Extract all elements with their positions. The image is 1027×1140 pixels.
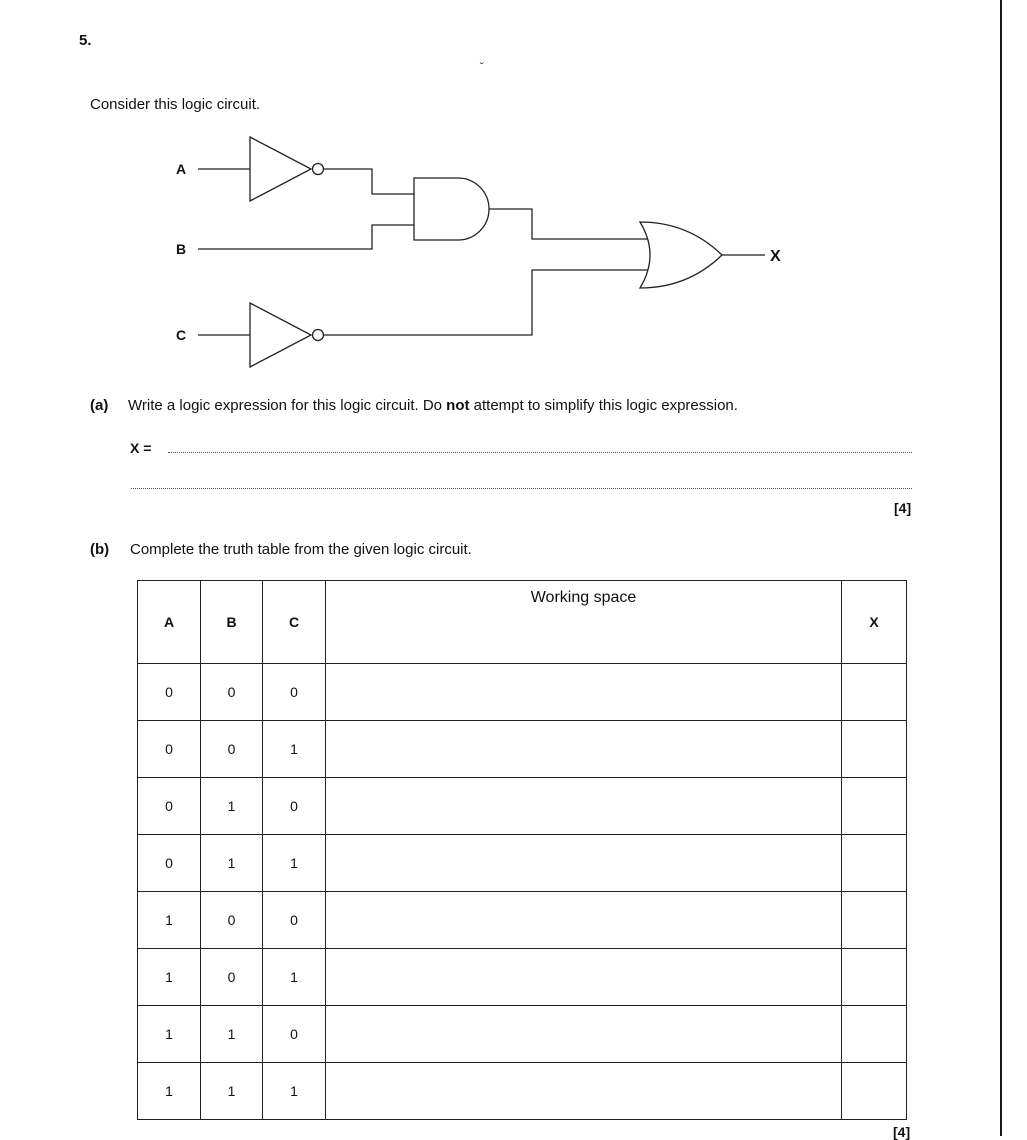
input-a-label: A <box>176 161 187 177</box>
part-b-instruction: Complete the truth table from the given logic circuit. <box>130 541 472 558</box>
cell-c: 0 <box>263 778 326 835</box>
answer-line-1[interactable] <box>168 452 912 453</box>
cell-working-space[interactable] <box>326 892 842 949</box>
part-a-marks: [4] <box>894 500 912 516</box>
cell-c: 0 <box>263 892 326 949</box>
cell-c: 0 <box>263 664 326 721</box>
cell-working-space[interactable] <box>326 721 842 778</box>
table-row <box>138 835 907 892</box>
cell-working-space[interactable] <box>326 778 842 835</box>
cell-a: 1 <box>138 892 201 949</box>
not-gate-c-bubble <box>313 330 324 341</box>
answer-line-2[interactable] <box>131 488 912 489</box>
cell-x[interactable] <box>842 1063 907 1120</box>
table-row <box>138 949 907 1006</box>
cell-x[interactable] <box>842 721 907 778</box>
input-b-label: B <box>176 241 187 257</box>
cell-working-space[interactable] <box>326 835 842 892</box>
cell-a: 0 <box>138 721 201 778</box>
wire-b-to-and <box>198 225 414 249</box>
header-working-space: Working space <box>326 581 842 664</box>
stray-mark: ˘ <box>480 60 484 74</box>
header-b: B <box>201 581 263 664</box>
table-row <box>138 892 907 949</box>
part-b-label: (b) <box>90 541 110 558</box>
cell-b: 1 <box>201 1006 263 1063</box>
cell-c: 1 <box>263 721 326 778</box>
cell-x[interactable] <box>842 835 907 892</box>
cell-a: 1 <box>138 949 201 1006</box>
and-gate <box>414 178 489 240</box>
cell-x[interactable] <box>842 1006 907 1063</box>
cell-b: 0 <box>201 949 263 1006</box>
input-c-label: C <box>176 327 187 343</box>
cell-a: 1 <box>138 1063 201 1120</box>
part-a-instruction <box>128 397 738 414</box>
cell-a: 0 <box>138 835 201 892</box>
truth-table <box>137 580 907 1120</box>
part-a-text-before: Write a logic expression for this logic circuit. Do <box>128 397 447 414</box>
table-row <box>138 1006 907 1063</box>
cell-c: 0 <box>263 1006 326 1063</box>
table-row <box>138 721 907 778</box>
cell-b: 0 <box>201 892 263 949</box>
cell-b: 0 <box>201 721 263 778</box>
logic-circuit-diagram <box>0 0 1027 400</box>
header-x: X <box>842 581 907 664</box>
cell-x[interactable] <box>842 664 907 721</box>
cell-a: 0 <box>138 664 201 721</box>
cell-a: 0 <box>138 778 201 835</box>
cell-b: 1 <box>201 835 263 892</box>
wire-not-a-to-and <box>324 169 414 194</box>
question-intro: Consider this logic circuit. <box>90 96 261 113</box>
cell-working-space[interactable] <box>326 1063 842 1120</box>
header-c: C <box>263 581 326 664</box>
question-number: 5. <box>79 32 92 49</box>
cell-b: 1 <box>201 1063 263 1120</box>
cell-x[interactable] <box>842 892 907 949</box>
part-a-label: (a) <box>90 397 109 414</box>
answer-prefix: X = <box>130 440 152 456</box>
cell-working-space[interactable] <box>326 949 842 1006</box>
cell-x[interactable] <box>842 949 907 1006</box>
cell-c: 1 <box>263 1063 326 1120</box>
truth-table-header-row <box>138 581 907 664</box>
not-gate-a <box>250 137 311 201</box>
wire-and-to-or <box>489 209 653 239</box>
not-gate-a-bubble <box>313 164 324 175</box>
part-b-marks: [4] <box>893 1124 911 1140</box>
header-a: A <box>138 581 201 664</box>
not-gate-c <box>250 303 311 367</box>
cell-a: 1 <box>138 1006 201 1063</box>
cell-x[interactable] <box>842 778 907 835</box>
table-row <box>138 778 907 835</box>
cell-c: 1 <box>263 835 326 892</box>
table-row <box>138 1063 907 1120</box>
cell-c: 1 <box>263 949 326 1006</box>
cell-working-space[interactable] <box>326 1006 842 1063</box>
table-row <box>138 664 907 721</box>
part-a-text-after: attempt to simplify this logic expression. <box>469 397 738 414</box>
cell-working-space[interactable] <box>326 664 842 721</box>
output-x-label: X <box>770 248 781 265</box>
cell-b: 0 <box>201 664 263 721</box>
or-gate <box>640 222 722 288</box>
part-a-text-bold: not <box>446 397 470 414</box>
wire-not-c-to-or <box>324 270 653 335</box>
cell-b: 1 <box>201 778 263 835</box>
